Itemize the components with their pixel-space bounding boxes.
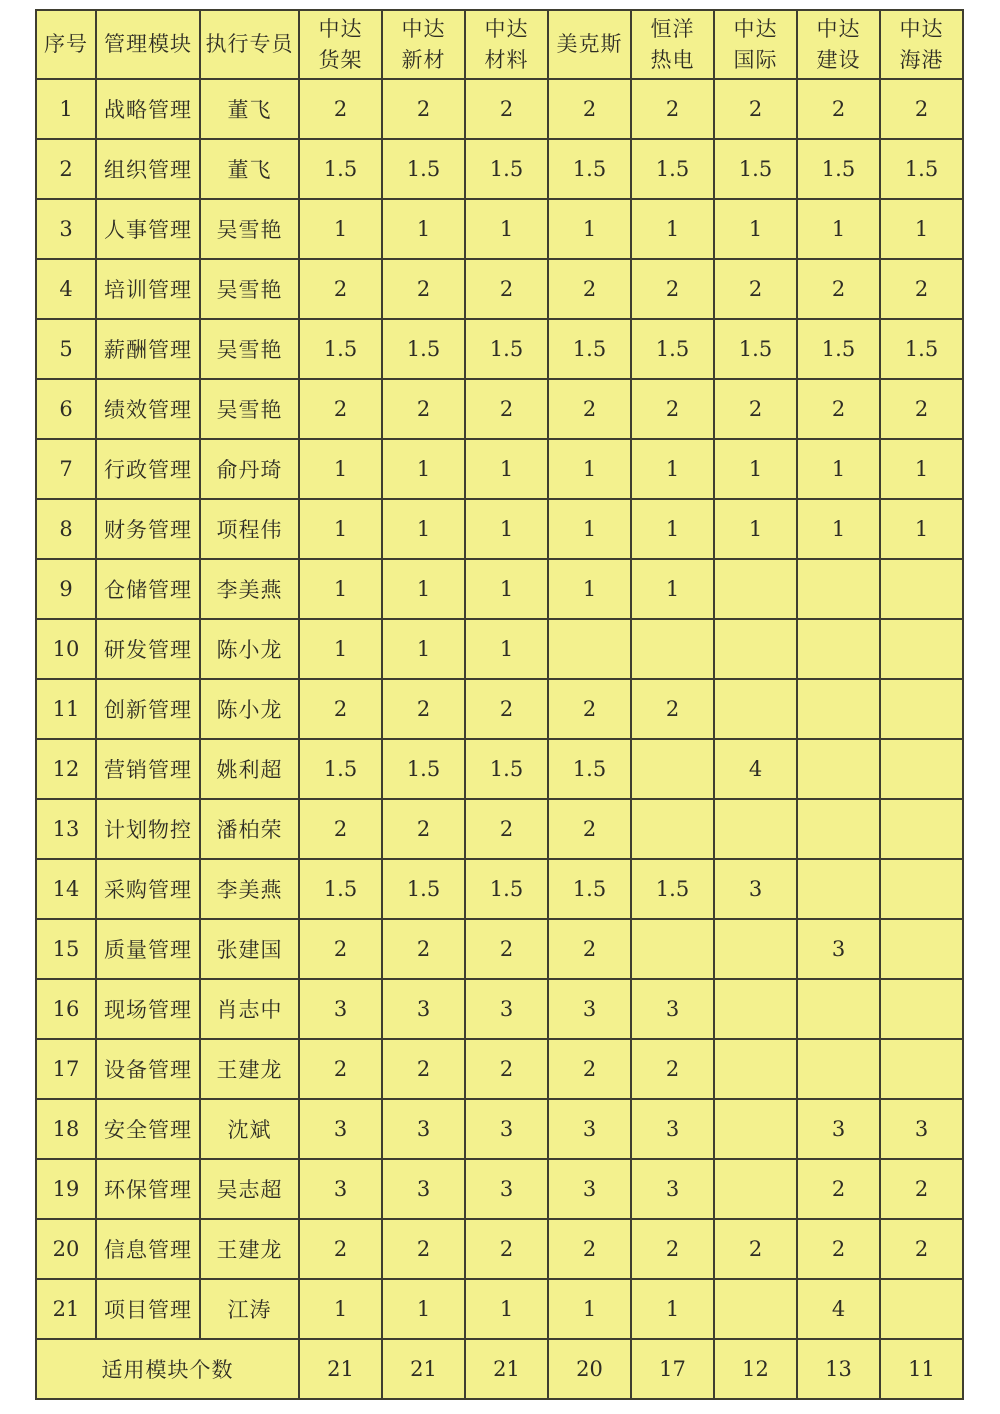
specialist-name-cell: 陈小龙 [200,679,299,739]
value-cell: 2 [299,379,382,439]
value-cell: 1 [548,439,631,499]
value-cell: 1 [714,439,797,499]
value-cell: 2 [548,259,631,319]
value-cell: 2 [465,379,548,439]
value-cell: 3 [299,1159,382,1219]
value-cell: 1 [714,499,797,559]
module-name-cell: 研发管理 [96,619,200,679]
value-cell: 3 [880,1099,963,1159]
header-row [36,10,963,79]
value-cell [714,799,797,859]
table-row [36,919,963,979]
value-cell: 2 [714,79,797,139]
value-cell [797,619,880,679]
table-row [36,79,963,139]
column-header-5: 中达 新材 [382,10,465,79]
value-cell: 1.5 [465,139,548,199]
module-name-cell: 组织管理 [96,139,200,199]
value-cell: 1 [631,499,714,559]
value-cell: 1.5 [465,739,548,799]
footer-total-cell: 11 [880,1339,963,1399]
value-cell: 3 [714,859,797,919]
value-cell: 1 [548,1279,631,1339]
value-cell: 1.5 [548,739,631,799]
row-number-cell: 7 [36,439,96,499]
value-cell: 1 [382,199,465,259]
specialist-name-cell: 俞丹琦 [200,439,299,499]
value-cell: 3 [548,1159,631,1219]
value-cell: 3 [382,1159,465,1219]
value-cell: 1.5 [631,319,714,379]
value-cell: 2 [714,259,797,319]
table-row [36,1099,963,1159]
value-cell [880,619,963,679]
value-cell: 3 [465,1159,548,1219]
value-cell: 1.5 [382,859,465,919]
footer-total-cell: 21 [465,1339,548,1399]
value-cell: 1 [465,499,548,559]
value-cell [714,679,797,739]
value-cell: 1.5 [465,859,548,919]
value-cell: 1.5 [299,739,382,799]
value-cell: 2 [465,259,548,319]
value-cell [880,1279,963,1339]
value-cell: 1 [797,499,880,559]
value-cell: 1 [548,199,631,259]
specialist-name-cell: 董飞 [200,139,299,199]
module-name-cell: 质量管理 [96,919,200,979]
value-cell: 2 [465,919,548,979]
specialist-name-cell: 吴雪艳 [200,259,299,319]
value-cell: 2 [299,79,382,139]
specialist-name-cell: 江涛 [200,1279,299,1339]
value-cell: 1 [465,439,548,499]
value-cell: 1 [880,439,963,499]
value-cell [797,979,880,1039]
column-header-3: 执行专员 [200,10,299,79]
column-header-4: 中达 货架 [299,10,382,79]
module-name-cell: 安全管理 [96,1099,200,1159]
value-cell [631,919,714,979]
value-cell: 2 [382,259,465,319]
value-cell [797,859,880,919]
value-cell [880,559,963,619]
value-cell: 2 [880,79,963,139]
value-cell [797,799,880,859]
value-cell: 3 [631,979,714,1039]
value-cell [797,739,880,799]
value-cell [880,739,963,799]
value-cell: 2 [548,679,631,739]
value-cell [714,559,797,619]
specialist-name-cell: 陈小龙 [200,619,299,679]
value-cell: 4 [714,739,797,799]
footer-total-cell: 17 [631,1339,714,1399]
value-cell: 2 [880,1159,963,1219]
value-cell: 2 [465,79,548,139]
value-cell: 2 [382,1039,465,1099]
value-cell: 2 [797,79,880,139]
row-number-cell: 21 [36,1279,96,1339]
value-cell: 2 [382,1219,465,1279]
module-name-cell: 现场管理 [96,979,200,1039]
value-cell [880,859,963,919]
table-row [36,1279,963,1339]
value-cell: 3 [465,1099,548,1159]
specialist-name-cell: 王建龙 [200,1039,299,1099]
row-number-cell: 10 [36,619,96,679]
value-cell: 3 [797,1099,880,1159]
value-cell: 3 [465,979,548,1039]
value-cell: 1.5 [299,139,382,199]
value-cell [548,619,631,679]
value-cell: 1 [631,199,714,259]
column-header-11: 中达 海港 [880,10,963,79]
value-cell: 2 [880,1219,963,1279]
row-number-cell: 4 [36,259,96,319]
value-cell: 1 [548,499,631,559]
specialist-name-cell: 李美燕 [200,859,299,919]
footer-total-cell: 21 [382,1339,465,1399]
value-cell: 2 [299,799,382,859]
specialist-name-cell: 董飞 [200,79,299,139]
value-cell: 2 [548,799,631,859]
module-name-cell: 绩效管理 [96,379,200,439]
row-number-cell: 2 [36,139,96,199]
value-cell: 2 [797,259,880,319]
row-number-cell: 11 [36,679,96,739]
module-name-cell: 设备管理 [96,1039,200,1099]
table-row [36,679,963,739]
value-cell: 1 [299,199,382,259]
table-row [36,619,963,679]
table-row [36,1219,963,1279]
specialist-name-cell: 沈斌 [200,1099,299,1159]
table-row [36,499,963,559]
value-cell: 1 [382,619,465,679]
value-cell: 2 [299,259,382,319]
value-cell: 2 [465,799,548,859]
value-cell: 2 [382,919,465,979]
footer-total-cell: 13 [797,1339,880,1399]
value-cell [880,799,963,859]
module-name-cell: 营销管理 [96,739,200,799]
module-name-cell: 薪酬管理 [96,319,200,379]
specialist-name-cell: 吴雪艳 [200,379,299,439]
value-cell: 2 [548,919,631,979]
table-row [36,739,963,799]
value-cell [714,619,797,679]
row-number-cell: 5 [36,319,96,379]
table-row [36,979,963,1039]
value-cell: 1 [299,619,382,679]
column-header-6: 中达 材料 [465,10,548,79]
value-cell: 3 [548,1099,631,1159]
footer-total-cell: 20 [548,1339,631,1399]
value-cell: 2 [631,79,714,139]
module-name-cell: 培训管理 [96,259,200,319]
value-cell: 3 [797,919,880,979]
value-cell: 1 [548,559,631,619]
value-cell [880,1039,963,1099]
module-name-cell: 环保管理 [96,1159,200,1219]
table-row [36,199,963,259]
module-name-cell: 人事管理 [96,199,200,259]
column-header-1: 序号 [36,10,96,79]
value-cell [631,619,714,679]
value-cell: 1 [631,559,714,619]
value-cell: 2 [465,1219,548,1279]
value-cell [880,979,963,1039]
row-number-cell: 18 [36,1099,96,1159]
value-cell: 1 [382,559,465,619]
value-cell: 3 [631,1099,714,1159]
value-cell: 2 [797,379,880,439]
module-name-cell: 仓储管理 [96,559,200,619]
value-cell: 2 [465,1039,548,1099]
row-number-cell: 14 [36,859,96,919]
row-number-cell: 1 [36,79,96,139]
value-cell: 3 [382,979,465,1039]
value-cell: 1 [299,499,382,559]
value-cell: 2 [880,259,963,319]
table-row [36,259,963,319]
value-cell: 1.5 [797,139,880,199]
column-header-8: 恒洋 热电 [631,10,714,79]
module-name-cell: 计划物控 [96,799,200,859]
value-cell: 3 [631,1159,714,1219]
value-cell: 1 [382,439,465,499]
value-cell [631,799,714,859]
value-cell: 1.5 [880,139,963,199]
table-row [36,1159,963,1219]
module-name-cell: 创新管理 [96,679,200,739]
row-number-cell: 16 [36,979,96,1039]
value-cell: 1 [797,199,880,259]
column-header-2: 管理模块 [96,10,200,79]
row-number-cell: 3 [36,199,96,259]
footer-total-cell: 12 [714,1339,797,1399]
table-row [36,139,963,199]
value-cell [797,1039,880,1099]
row-number-cell: 9 [36,559,96,619]
value-cell: 2 [797,1159,880,1219]
value-cell: 1 [880,499,963,559]
specialist-name-cell: 肖志中 [200,979,299,1039]
value-cell [714,1039,797,1099]
value-cell: 2 [548,79,631,139]
value-cell: 3 [299,979,382,1039]
row-number-cell: 13 [36,799,96,859]
row-number-cell: 17 [36,1039,96,1099]
value-cell: 1.5 [631,139,714,199]
value-cell: 1 [299,559,382,619]
module-name-cell: 采购管理 [96,859,200,919]
specialist-name-cell: 吴志超 [200,1159,299,1219]
specialist-name-cell: 吴雪艳 [200,319,299,379]
value-cell: 1 [465,199,548,259]
specialist-name-cell: 吴雪艳 [200,199,299,259]
module-name-cell: 财务管理 [96,499,200,559]
footer-label: 适用模块个数 [36,1339,299,1399]
value-cell: 2 [299,1219,382,1279]
value-cell: 1.5 [714,139,797,199]
table-row [36,1039,963,1099]
value-cell [880,919,963,979]
value-cell: 1 [382,1279,465,1339]
value-cell: 2 [299,1039,382,1099]
value-cell: 2 [548,1039,631,1099]
value-cell: 2 [548,1219,631,1279]
value-cell: 3 [548,979,631,1039]
row-number-cell: 6 [36,379,96,439]
value-cell: 2 [714,379,797,439]
value-cell [714,919,797,979]
value-cell: 1 [465,1279,548,1339]
value-cell: 1.5 [880,319,963,379]
value-cell: 2 [548,379,631,439]
value-cell: 3 [382,1099,465,1159]
value-cell: 1 [714,199,797,259]
table-row [36,439,963,499]
value-cell: 2 [631,379,714,439]
row-number-cell: 15 [36,919,96,979]
value-cell: 2 [714,1219,797,1279]
value-cell: 1 [631,439,714,499]
column-header-10: 中达 建设 [797,10,880,79]
value-cell [714,979,797,1039]
module-name-cell: 行政管理 [96,439,200,499]
value-cell: 2 [382,679,465,739]
row-number-cell: 20 [36,1219,96,1279]
value-cell: 2 [382,79,465,139]
value-cell: 3 [299,1099,382,1159]
row-number-cell: 12 [36,739,96,799]
column-header-7: 美克斯 [548,10,631,79]
value-cell [797,679,880,739]
value-cell [631,739,714,799]
value-cell: 2 [631,1039,714,1099]
value-cell [797,559,880,619]
module-name-cell: 项目管理 [96,1279,200,1339]
value-cell: 4 [797,1279,880,1339]
value-cell: 2 [299,679,382,739]
value-cell: 1 [382,499,465,559]
specialist-name-cell: 项程伟 [200,499,299,559]
value-cell: 1 [465,619,548,679]
value-cell [714,1279,797,1339]
value-cell: 2 [797,1219,880,1279]
value-cell: 1 [465,559,548,619]
value-cell: 1.5 [548,319,631,379]
value-cell: 2 [631,1219,714,1279]
row-number-cell: 19 [36,1159,96,1219]
value-cell: 1.5 [382,139,465,199]
value-cell: 2 [880,379,963,439]
specialist-name-cell: 潘柏荣 [200,799,299,859]
value-cell [880,679,963,739]
value-cell: 2 [382,799,465,859]
value-cell [714,1159,797,1219]
value-cell: 1.5 [548,139,631,199]
value-cell: 1 [299,1279,382,1339]
specialist-name-cell: 王建龙 [200,1219,299,1279]
specialist-name-cell: 李美燕 [200,559,299,619]
value-cell: 1.5 [548,859,631,919]
value-cell: 1.5 [797,319,880,379]
column-header-9: 中达 国际 [714,10,797,79]
value-cell: 1.5 [382,739,465,799]
value-cell: 1 [299,439,382,499]
value-cell: 1.5 [631,859,714,919]
value-cell: 2 [631,259,714,319]
table-row [36,799,963,859]
specialist-name-cell: 姚利超 [200,739,299,799]
value-cell [714,1099,797,1159]
value-cell: 2 [382,379,465,439]
table-body [36,79,963,1339]
value-cell: 1.5 [382,319,465,379]
value-cell: 1 [631,1279,714,1339]
module-name-cell: 信息管理 [96,1219,200,1279]
table-row [36,559,963,619]
footer-total-cell: 21 [299,1339,382,1399]
module-allocation-table [35,9,964,1400]
value-cell: 1.5 [465,319,548,379]
table-row [36,319,963,379]
value-cell: 1.5 [714,319,797,379]
footer-row [36,1339,963,1399]
module-name-cell: 战略管理 [96,79,200,139]
table-row [36,379,963,439]
value-cell: 1.5 [299,319,382,379]
table-row [36,859,963,919]
row-number-cell: 8 [36,499,96,559]
value-cell: 1.5 [299,859,382,919]
value-cell: 2 [299,919,382,979]
value-cell: 1 [880,199,963,259]
value-cell: 1 [797,439,880,499]
value-cell: 2 [631,679,714,739]
value-cell: 2 [465,679,548,739]
specialist-name-cell: 张建国 [200,919,299,979]
